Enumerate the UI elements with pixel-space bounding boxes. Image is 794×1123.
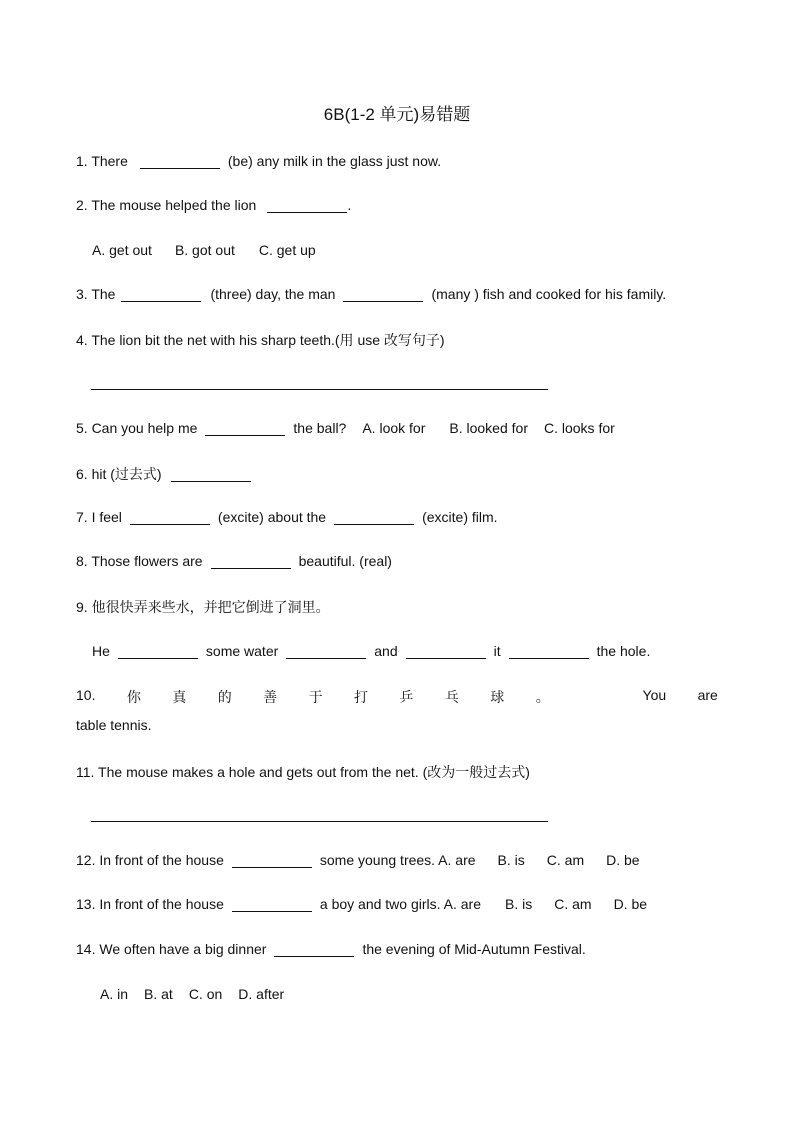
question-2-options (92, 242, 316, 258)
option-c: C. am (546, 852, 585, 868)
answer-blank[interactable] (406, 644, 486, 659)
q5-text-b: the ball? (293, 420, 347, 436)
question-2 (76, 197, 351, 213)
option-c: C. on (188, 986, 223, 1002)
question-10 (76, 687, 718, 707)
q12-text-b: some young trees. A. are (319, 852, 476, 868)
answer-blank[interactable] (130, 510, 210, 525)
q10-token: 善 (263, 689, 278, 705)
q10-token: You (642, 687, 667, 703)
q3-text-c: (many ) fish and cooked for his family. (431, 286, 667, 302)
answer-blank[interactable] (118, 644, 198, 659)
question-11: 11. The mouse makes a hole and gets out from the net. (改为一般过去式) (76, 764, 530, 780)
option-c: C. get up (258, 242, 316, 258)
answer-blank[interactable] (232, 897, 312, 912)
q10-token: 真 (172, 689, 187, 705)
q10-token: are (697, 687, 718, 703)
answer-blank[interactable] (267, 198, 347, 213)
q2-text-b: . (347, 197, 352, 213)
option-b: B. is (497, 852, 525, 868)
question-1 (76, 153, 441, 169)
question-12 (76, 852, 640, 868)
answer-blank[interactable] (274, 942, 354, 957)
q10-token: 的 (217, 689, 232, 705)
option-a: A. in (100, 986, 129, 1002)
answer-blank[interactable] (140, 154, 220, 169)
q10-token: 球 (490, 689, 505, 705)
option-d: D. after (238, 986, 285, 1002)
q13-text-a: 13. In front of the house (76, 896, 224, 912)
q10-token: 打 (354, 689, 368, 705)
option-b: B. is (504, 896, 533, 912)
question-8 (76, 553, 392, 569)
q13-text-b: a boy and two girls. A. are (319, 896, 481, 912)
answer-blank[interactable] (211, 554, 291, 569)
q9-text-d: it (493, 643, 501, 659)
q1-text-a: 1. There (76, 153, 128, 169)
question-13 (76, 896, 647, 912)
q10-token: 于 (308, 689, 323, 705)
q14-text-a: 14. We often have a big dinner (76, 941, 267, 957)
option-c: C. am (554, 896, 592, 912)
question-9: 9. 他很快弄来些水，并把它倒进了洞里。 (76, 599, 330, 615)
q9-text-a: He (92, 643, 110, 659)
question-6 (76, 464, 257, 484)
question-3 (76, 286, 666, 302)
option-d: D. be (613, 896, 648, 912)
question-9-answer (92, 643, 650, 659)
option-b: B. looked for (449, 420, 528, 436)
answer-blank[interactable] (121, 287, 201, 302)
q10-token: 乒 (399, 689, 414, 705)
option-a: A. get out (92, 242, 152, 258)
question-10-continued: table tennis. (76, 717, 152, 733)
answer-blank[interactable] (343, 287, 423, 302)
q10-token: 。 (535, 689, 550, 705)
answer-line[interactable] (91, 821, 548, 822)
q8-text-a: 8. Those flowers are (76, 553, 203, 569)
answer-blank[interactable] (509, 644, 589, 659)
option-d: D. be (606, 852, 640, 868)
q2-text-a: 2. The mouse helped the lion (76, 197, 257, 213)
option-c: C. looks for (543, 420, 615, 436)
q1-text-b: (be) any milk in the glass just now. (227, 153, 442, 169)
option-b: B. at (144, 986, 173, 1002)
answer-blank[interactable] (205, 421, 285, 436)
answer-blank[interactable] (286, 644, 366, 659)
q9-text-c: and (374, 643, 398, 659)
q7-text-a: 7. I feel (76, 509, 122, 525)
q12-text-a: 12. In front of the house (76, 852, 224, 868)
question-7 (76, 509, 498, 525)
question-14-options (100, 986, 284, 1002)
question-5 (76, 420, 615, 436)
q10-token: 10. (76, 687, 96, 703)
q7-text-b: (excite) about the (217, 509, 327, 525)
q7-text-c: (excite) film. (422, 509, 498, 525)
question-4: 4. The lion bit the net with his sharp teeth.(用 use 改写句子) (76, 332, 445, 348)
q8-text-b: beautiful. (real) (298, 553, 392, 569)
q9-text-b: some water (205, 643, 279, 659)
page-title: 6B(1-2 单元)易错题 (323, 105, 471, 124)
q5-text-a: 5. Can you help me (76, 420, 198, 436)
answer-blank[interactable] (171, 467, 251, 482)
q9-text-e: the hole. (596, 643, 651, 659)
q3-text-a: 3. The (76, 286, 116, 302)
q3-text-b: (three) day, the man (210, 286, 336, 302)
option-a: A. look for (362, 420, 426, 436)
answer-line[interactable] (91, 389, 548, 390)
q10-token: 你 (126, 689, 141, 705)
question-14 (76, 941, 586, 957)
q6-text: 6. hit (过去式) (76, 466, 162, 482)
answer-blank[interactable] (334, 510, 414, 525)
q10-token: 乓 (444, 689, 459, 705)
option-b: B. got out (174, 242, 235, 258)
q14-text-b: the evening of Mid-Autumn Festival. (362, 941, 586, 957)
answer-blank[interactable] (232, 853, 312, 868)
